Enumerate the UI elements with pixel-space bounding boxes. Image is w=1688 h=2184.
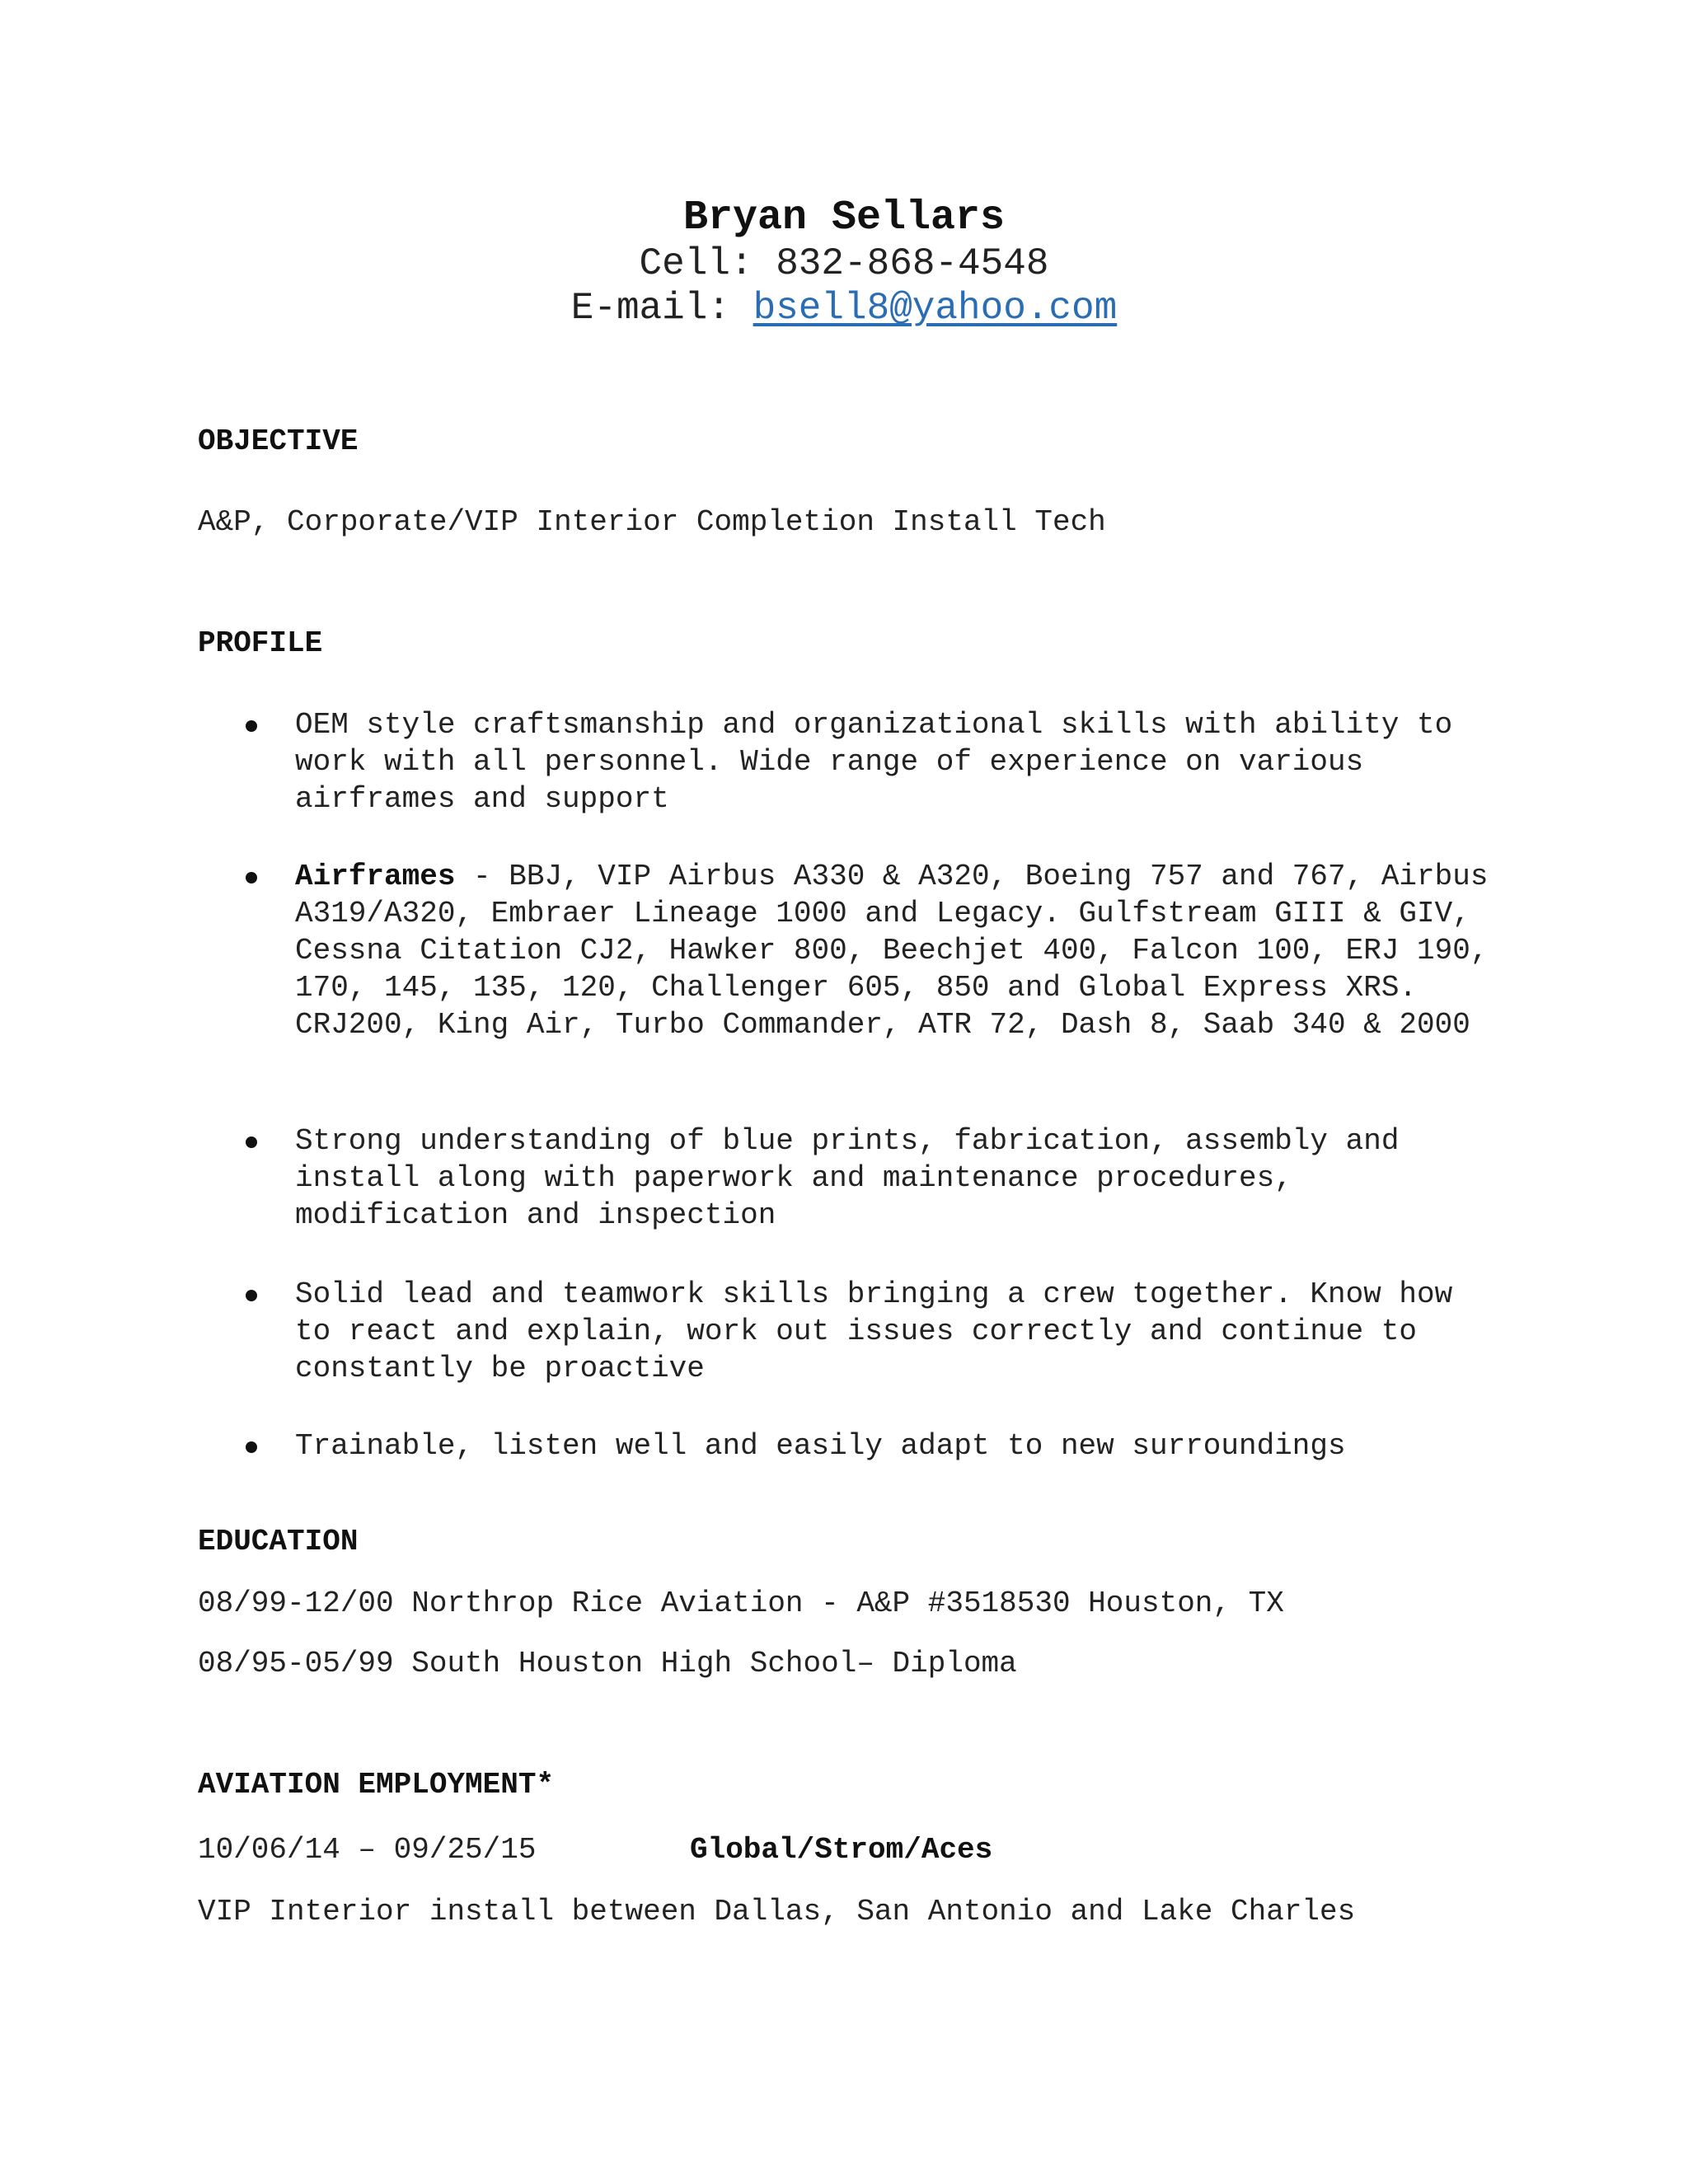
profile-bullet-2	[295, 858, 1498, 1043]
bullet-dot	[246, 1137, 257, 1148]
profile-bullet-4: Solid lead and teamwork skills bringing a crew together. Know how to react and explain, work out issues correctly and continue to constantly be proactive	[295, 1277, 1453, 1385]
education-entry-2: 08/95-05/99 South Houston High School– Diploma	[198, 1647, 1017, 1680]
airframes-label: Airframes	[295, 860, 456, 893]
cell-value: 832-868-4548	[776, 242, 1049, 285]
job-dates: 10/06/14 – 09/25/15	[198, 1833, 537, 1867]
job-employer: Global/Strom/Aces	[690, 1833, 993, 1867]
education-heading: EDUCATION	[198, 1525, 359, 1558]
bullet-dot	[246, 720, 257, 732]
job-description: VIP Interior install between Dallas, San Antonio and Lake Charles	[198, 1895, 1356, 1929]
education-entry-1: 08/99-12/00 Northrop Rice Aviation - A&P #3518530 Houston, TX	[198, 1586, 1284, 1620]
profile-bullet-3: Strong understanding of blue prints, fabrication, assembly and install along with paperwork and maintenance procedures, modification and inspection	[295, 1124, 1400, 1232]
bullet-dot	[246, 1290, 257, 1301]
bullet-dot	[246, 1441, 257, 1453]
profile-heading: PROFILE	[198, 626, 323, 660]
bullet-dot	[246, 872, 257, 883]
cell-line	[0, 242, 1688, 285]
profile-bullet-1: OEM style craftsmanship and organizational skills with ability to work with all personnel. Wide range of experience on various airframes and support	[295, 708, 1453, 816]
employment-heading: AVIATION EMPLOYMENT*	[198, 1768, 555, 1802]
cell-label: Cell:	[639, 242, 753, 285]
objective-heading: OBJECTIVE	[198, 424, 359, 458]
email-link[interactable]: bsell8@yahoo.com	[753, 287, 1118, 330]
profile-bullet-5: Trainable, listen well and easily adapt to new surroundings	[295, 1429, 1346, 1463]
email-line	[0, 287, 1688, 330]
airframes-list: - BBJ, VIP Airbus A330 & A320, Boeing 757 and 767, Airbus A319/A320, Embraer Lineage 1000 and Legacy. Gulfstream GIII & GIV, Cessna Citation CJ2, Hawker 800, Beechjet 400, Falcon 100, ERJ 190, 170, 145, 135, 120, Challenger 605, 850 and Global Express XRS. CRJ200, King Air, Turbo Commander, ATR 72, Dash 8, Saab 340 & 2000	[295, 860, 1489, 1042]
resume-name: Bryan Sellars	[682, 194, 1006, 241]
objective-text: A&P, Corporate/VIP Interior Completion Install Tech	[198, 505, 1106, 539]
email-label: E-mail:	[570, 287, 730, 330]
